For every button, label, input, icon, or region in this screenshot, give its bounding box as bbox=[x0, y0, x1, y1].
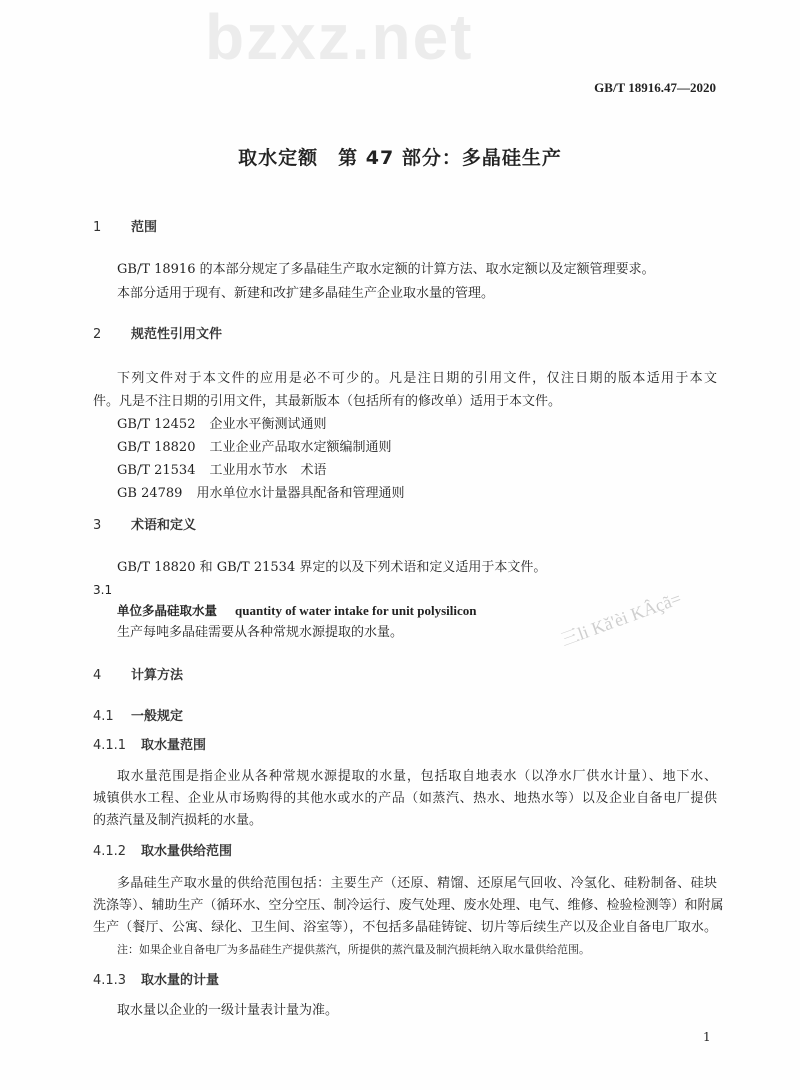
term-entry bbox=[117, 602, 477, 621]
reference-title: 企业水平衡测试通则 bbox=[209, 417, 327, 432]
page-title: 取水定额 第 47 部分：多晶硅生产 bbox=[238, 147, 562, 169]
reference-item bbox=[117, 439, 392, 457]
reference-item bbox=[117, 416, 327, 434]
section-title: 一般规定 bbox=[131, 709, 184, 724]
standard-code: GB/T 18916.47—2020 bbox=[594, 80, 716, 95]
section-title: 术语和定义 bbox=[131, 518, 197, 533]
section-number: 1 bbox=[93, 220, 102, 235]
paragraph-line: GB/T 18916 的本部分规定了多晶硅生产取水定额的计算方法、取水定额以及定额管理要求。 bbox=[117, 262, 655, 277]
paragraph-line: 下列文件对于本文件的应用是必不可少的。凡是注日期的引用文件，仅注日期的版本适用于本文 bbox=[117, 371, 717, 386]
paragraph-line: 取水量以企业的一级计量表计量为准。 bbox=[117, 1003, 339, 1018]
note: 注：如果企业自备电厂为多晶硅生产提供蒸汽，所提供的蒸汽量及制汽损耗纳入取水量供给范围。 bbox=[117, 943, 590, 956]
section-heading bbox=[93, 219, 157, 237]
term-english: quantity of water intake for unit polysilicon bbox=[235, 603, 477, 618]
section-title: 计算方法 bbox=[131, 668, 184, 683]
section-number: 3 bbox=[93, 518, 102, 533]
section-heading bbox=[93, 326, 222, 344]
reference-title: 工业企业产品取水定额编制通则 bbox=[209, 440, 392, 455]
reference-title: 用水单位水计量器具配备和管理通则 bbox=[196, 486, 405, 501]
paragraph-line: 洗涤等）、辅助生产（循环水、空分空压、制冷运行、废气处理、废水处理、电气、维修、检验检测等）和附属 bbox=[93, 898, 724, 913]
subsection-heading bbox=[93, 708, 183, 726]
section-number: 4.1.1 bbox=[93, 738, 127, 753]
reference-code: GB 24789 bbox=[117, 486, 183, 501]
section-title: 规范性引用文件 bbox=[131, 327, 223, 342]
section-number: 4 bbox=[93, 668, 102, 683]
section-heading bbox=[93, 667, 183, 685]
reference-code: GB/T 21534 bbox=[117, 463, 196, 478]
section-title: 取水量范围 bbox=[141, 738, 207, 753]
reference-code: GB/T 18820 bbox=[117, 440, 196, 455]
section-heading bbox=[93, 517, 196, 535]
subsection-heading bbox=[93, 843, 232, 861]
reference-item bbox=[117, 485, 404, 503]
term-number: 3.1 bbox=[93, 583, 113, 597]
term-chinese: 单位多晶硅取水量 bbox=[117, 603, 218, 618]
paragraph-line: 生产（餐厅、公寓、绿化、卫生间、浴室等），不包括多晶硅铸锭、切片等后续生产以及企业自备电厂取水。 bbox=[93, 920, 717, 935]
term-definition: 生产每吨多晶硅需要从各种常规水源提取的水量。 bbox=[117, 625, 404, 640]
section-number: 2 bbox=[93, 327, 102, 342]
section-number: 4.1.2 bbox=[93, 844, 127, 859]
section-title: 取水量的计量 bbox=[141, 973, 220, 988]
reference-code: GB/T 12452 bbox=[117, 417, 196, 432]
paragraph-line: 取水量范围是指企业从各种常规水源提取的水量，包括取自地表水（以净水厂供水计量）、地下水、 bbox=[117, 769, 717, 784]
section-title: 范围 bbox=[131, 220, 158, 235]
paragraph-line: 的蒸汽量及制汽损耗的水量。 bbox=[93, 813, 263, 828]
subsection-heading bbox=[93, 972, 219, 990]
paragraph-line: 多晶硅生产取水量的供给范围包括：主要生产（还原、精馏、还原尾气回收、冷氢化、硅粉制备、硅块 bbox=[117, 876, 717, 891]
paragraph-line: 城镇供水工程、企业从市场购得的其他水或水的产品（如蒸汽、热水、地热水等）以及企业自备电厂提供 bbox=[93, 791, 717, 806]
watermark-logo: bzxz.net bbox=[205, 1, 474, 73]
paragraph-line: 件。凡是不注日期的引用文件，其最新版本（包括所有的修改单）适用于本文件。 bbox=[93, 394, 562, 409]
reference-item bbox=[117, 462, 327, 480]
page-number: 1 bbox=[703, 1030, 711, 1044]
subsection-heading bbox=[93, 737, 206, 755]
watermark-diagonal: 三li Kǎ'èi KÂçã= bbox=[558, 587, 684, 650]
reference-title: 工业用水节水 术语 bbox=[209, 463, 327, 478]
section-title: 取水量供给范围 bbox=[141, 844, 233, 859]
section-number: 4.1.3 bbox=[93, 973, 127, 988]
paragraph-line: 本部分适用于现有、新建和改扩建多晶硅生产企业取水量的管理。 bbox=[117, 286, 495, 301]
paragraph-line: GB/T 18820 和 GB/T 21534 界定的以及下列术语和定义适用于本文件。 bbox=[117, 560, 547, 575]
section-number: 4.1 bbox=[93, 709, 114, 724]
